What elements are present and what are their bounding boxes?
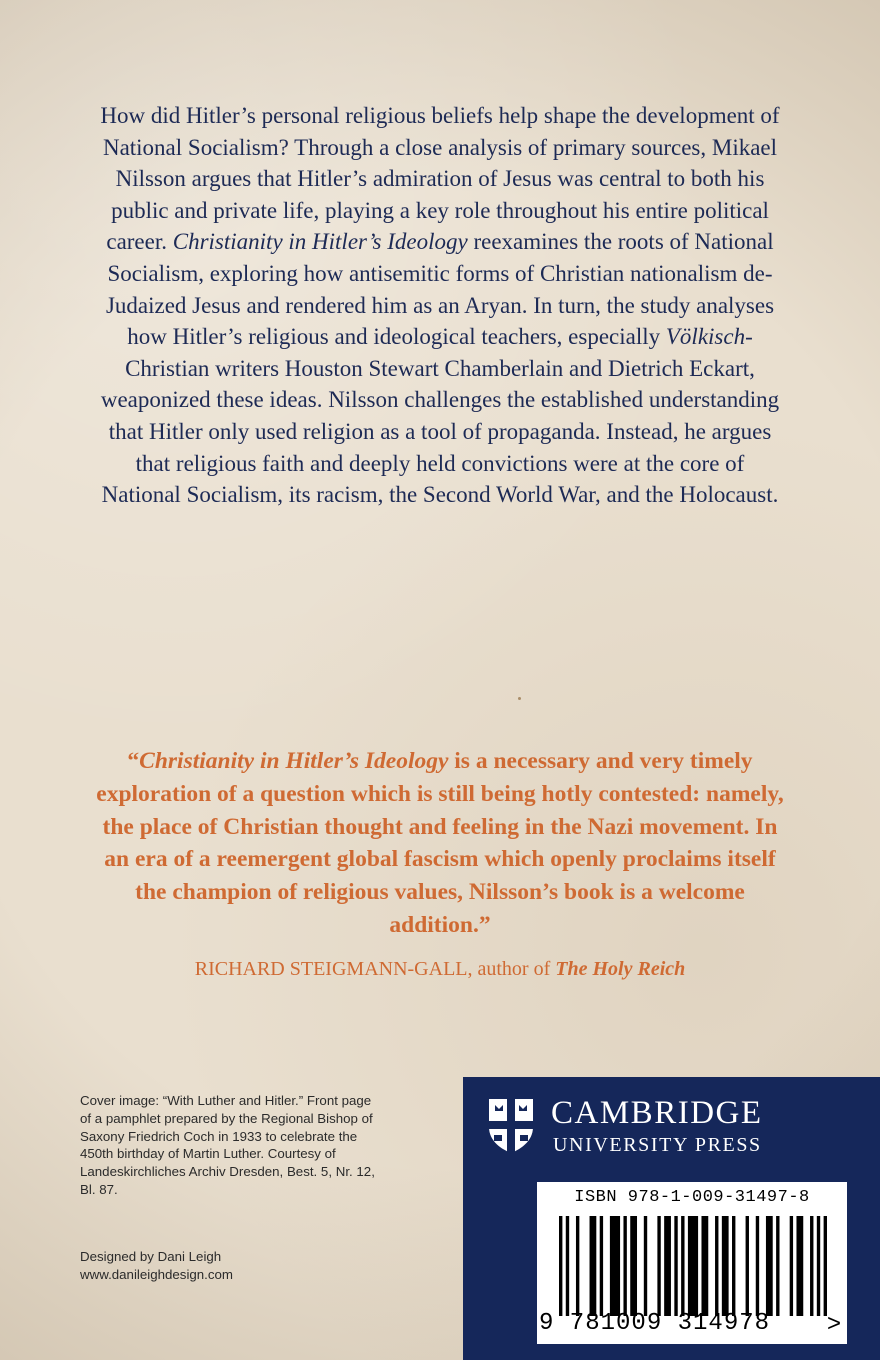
barcode-bar (824, 1216, 827, 1316)
barcode-bar (590, 1216, 597, 1316)
barcode-bar (566, 1216, 569, 1316)
barcode-bars (559, 1216, 827, 1316)
description-part-3: -Christian writers Houston Stewart Chamberlain and Dietrich Eckart, weaponized these ideas. Nilsson challenges the established understanding that Hitler only used religion as a tool of propaganda. Instead, he argues that religious faith and deeply held convictions were at the core of National Socialism, its racism, the Second World War, and the Holocaust. (100, 324, 780, 508)
barcode-bar (817, 1216, 820, 1316)
designer-website[interactable]: www.danileighdesign.com (80, 1267, 233, 1282)
barcode-bar (688, 1216, 698, 1316)
endorsement-quote (95, 745, 785, 942)
barcode-bar (664, 1216, 671, 1316)
designer-name: Designed by Dani Leigh (80, 1249, 222, 1264)
barcode-bar (674, 1216, 677, 1316)
barcode-bar (715, 1216, 718, 1316)
description-part-1: How did Hitler’s personal religious beliefs help shape the development of National Socialism? Through a close analysis of primary sources, Mikael Nilsson argues that Hitler’s admiration of Jesus was central to both his public and private life, playing a key role throughout his entire political career. (100, 103, 780, 255)
decorative-dot (518, 697, 521, 700)
barcode-bar (701, 1216, 708, 1316)
barcode-bar (810, 1216, 813, 1316)
description-part-2: reexamines the roots of National Socialism, exploring how antisemitic forms of Christian nationalism de-Judaized Jesus and rendered him as an Aryan. In turn, the study analyses how Hitler’s religious and ideological teachers, especially (105, 229, 775, 350)
barcode-digits: 9 781009 314978 (539, 1310, 771, 1337)
publisher-panel (463, 1077, 880, 1360)
attribution-author: RICHARD STEIGMANN-GALL (194, 958, 468, 980)
attribution-book: The Holy Reich (555, 958, 686, 980)
quote-body: is a necessary and very timely exploration of a question which is still being hotly contested: namely, the place of Christian thought and feeling in the Nazi movement. In an era of a reemergent global fascism which openly proclaims itself the champion of religious values, Nilsson’s book is a welcome addition.” (96, 748, 784, 938)
barcode-bar (610, 1216, 620, 1316)
barcode-bar (756, 1216, 759, 1316)
barcode-arrow: > (827, 1310, 842, 1337)
barcode-bar (644, 1216, 647, 1316)
description-book-title: Christianity in Hitler’s Ideology (172, 229, 468, 255)
barcode-bar (576, 1216, 579, 1316)
book-description (100, 100, 780, 511)
publisher-name: CAMBRIDGE (551, 1095, 763, 1131)
barcode-bar (600, 1216, 603, 1316)
publisher-subtitle: UNIVERSITY PRESS (553, 1134, 762, 1156)
barcode-bar (630, 1216, 637, 1316)
cover-image-credit: Cover image: “With Luther and Hitler.” Front page of a pamphlet prepared by the Regional Bishop of Saxony Friedrich Coch in 1933 to celebrate the 450th birthday of Martin Luther. Courtesy of Landeskirchliches Archiv Dresden, Best. 5, Nr. 12, Bl. 87. (80, 1093, 375, 1197)
barcode-bar (790, 1216, 793, 1316)
barcode-bar (722, 1216, 729, 1316)
attribution-suffix: , author of (467, 958, 556, 980)
barcode-bar (657, 1216, 660, 1316)
barcode-bar (746, 1216, 749, 1316)
barcode-bar (559, 1216, 562, 1316)
quote-attribution (95, 958, 785, 981)
description-volkisch: Völkisch (665, 324, 746, 350)
barcode-bar (681, 1216, 684, 1316)
isbn-label: ISBN 978-1-009-31497-8 (574, 1188, 810, 1207)
barcode-bar (776, 1216, 779, 1316)
barcode-bar (796, 1216, 803, 1316)
quote-book-title: Christianity in Hitler’s Ideology (139, 748, 449, 774)
university-crest-icon (487, 1097, 535, 1155)
designer-credit (80, 1248, 380, 1284)
barcode-bar (623, 1216, 626, 1316)
quote-open-mark: “ (127, 748, 140, 774)
barcode-bar (732, 1216, 735, 1316)
barcode-bar (766, 1216, 773, 1316)
isbn-barcode (537, 1182, 847, 1344)
